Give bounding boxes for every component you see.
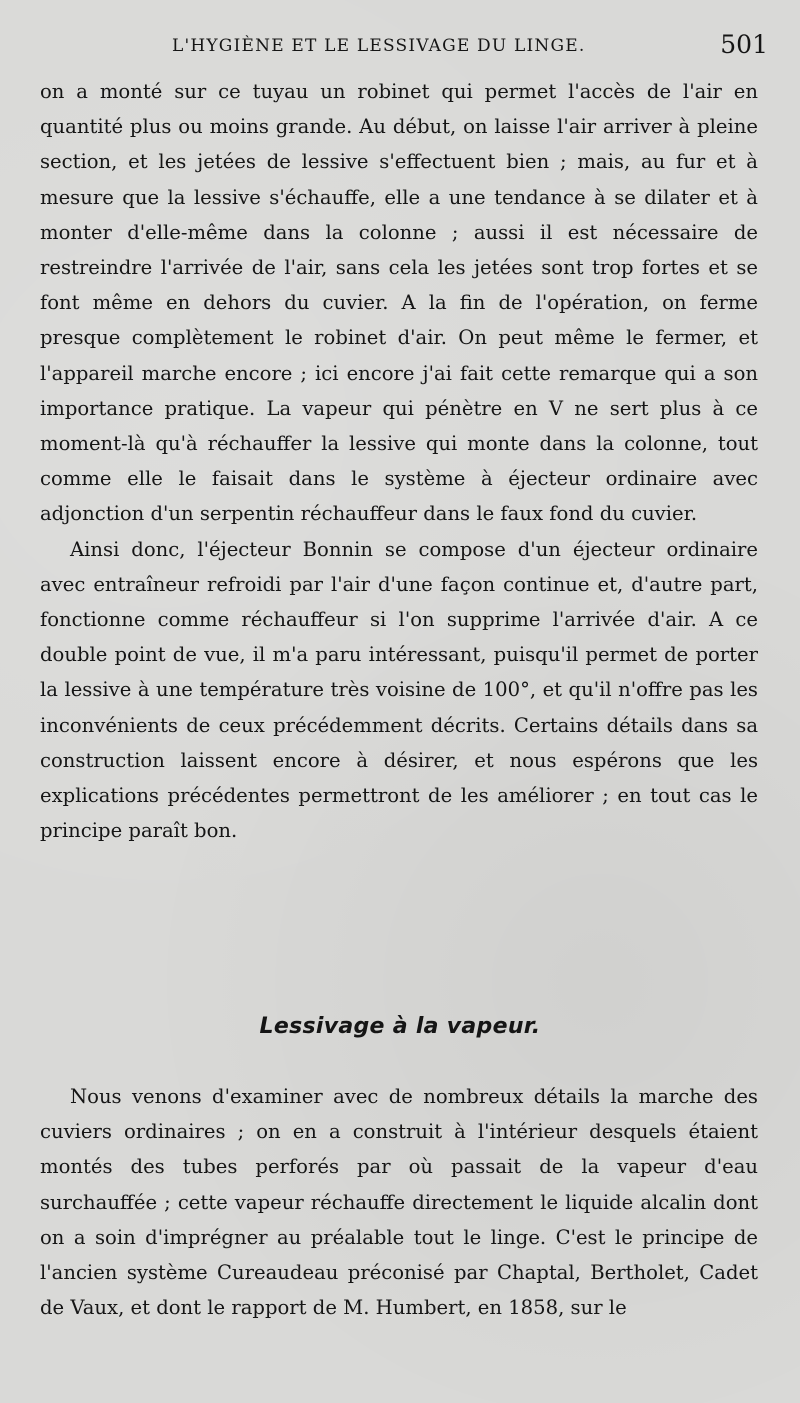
paragraph-ejecteur-bonnin: Ainsi donc, l'éjecteur Bonnin se compose d'un éjecteur ordinaire avec entraîneur refroidi par l'air d'une façon continue et, d'autre part, fonctionne comme réchauffeur si l'on supprime l'arrivée d'air. A ce double point de vue, il m'a paru intéressant, puisqu'il permet de porter la lessive à une température très voisine de 100°, et qu'il n'offre pas les inconvénients de ceux précédemment décrits. Certains détails dans sa construction laissent encore à désirer, et nous espérons que les explications précédentes permettront de les améliorer ; en tout cas le principe paraît bon. bbox=[40, 537, 758, 843]
section-text bbox=[40, 1079, 758, 1325]
page-number: 501 bbox=[720, 30, 768, 59]
paragraph-continuation: on a monté sur ce tuyau un robinet qui permet l'accès de l'air en quantité plus ou moins grande. Au début, on laisse l'air arriver à pleine section, et les jetées de lessive s'effectuent bien ; mais, au fur et à mesure que la lessive s'échauffe, elle a une tendance à se dilater et à monter d'elle-même dans la colonne ; aussi il est nécessaire de restreindre l'arrivée de l'air, sans cela les jetées sont trop fortes et se font même en dehors du cuvier. A la fin de l'opération, on ferme presque complètement le robinet d'air. On peut même le fermer, et l'appareil marche encore ; ici encore j'ai fait cette remarque qui a son importance pratique. La vapeur qui pénètre en V ne sert plus à ce moment-là qu'à réchauffer la lessive qui monte dans la colonne, tout comme elle le faisait dans le système à éjecteur ordinaire avec adjonction d'un serpentin réchauffeur dans le faux fond du cuvier. bbox=[40, 80, 758, 526]
running-title: L'HYGIÈNE ET LE LESSIVAGE DU LINGE. bbox=[172, 36, 586, 56]
paragraph-lessivage-vapeur: Nous venons d'examiner avec de nombreux détails la marche des cuviers ordinaires ; on en a construit à l'intérieur desquels étaient montés des tubes perforés par où passait de la vapeur d'eau surchauffée ; cette vapeur réchauffe directement le liquide alcalin dont on a soin d'imprégner au préalable tout le linge. C'est le principe de l'ancien système Cureaudeau préconisé par Chaptal, Bertholet, Cadet de Vaux, et dont le rapport de M. Humbert, en 1858, sur le bbox=[40, 1085, 758, 1320]
running-header bbox=[0, 30, 800, 66]
section-heading: Lessivage à la vapeur. bbox=[259, 1014, 541, 1039]
main-text bbox=[40, 74, 758, 848]
